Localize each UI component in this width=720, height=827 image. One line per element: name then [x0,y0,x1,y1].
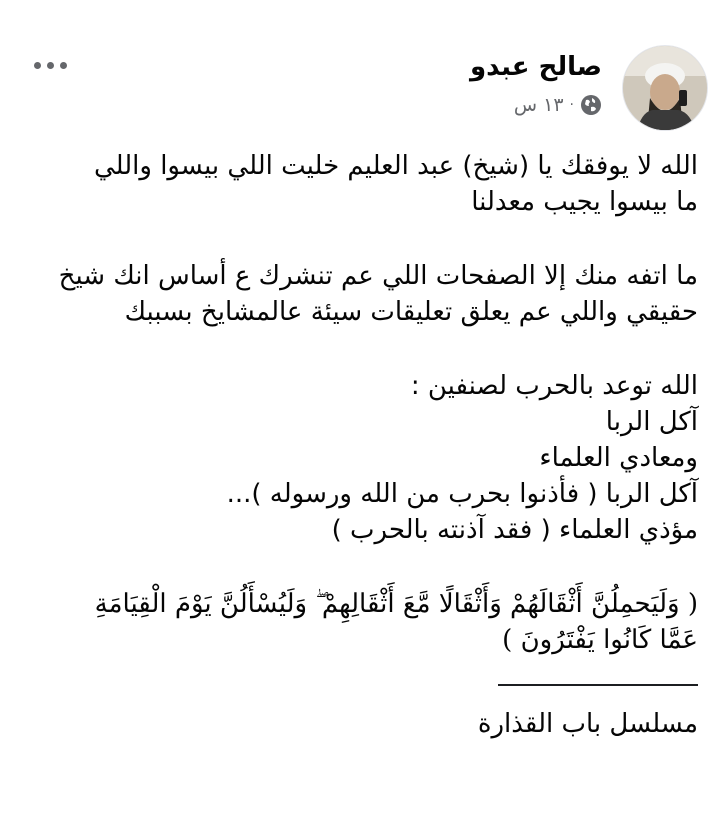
post-time[interactable]: ١٣ س [513,94,564,116]
paragraph-2 [28,258,698,330]
signature-text: مسلسل باب القذارة [477,709,698,739]
text-line: مؤذي العلماء ( فقد آذنته بالحرب ) [331,515,698,545]
text-line: ما بيسوا يجيب معدلنا [471,187,698,217]
text-line: آكل الربا [605,407,698,437]
text-line: عَمَّا كَانُوا يَفْتَرُونَ ) [502,625,698,655]
quran-verse [28,586,698,658]
paragraph-3 [28,368,698,548]
author-avatar[interactable] [622,45,708,131]
avatar-image [623,46,707,130]
post-body [28,148,698,780]
separator-line [498,684,698,686]
meta-separator: · [569,97,574,113]
text-line: حقيقي واللي عم يعلق تعليقات سيئة عالمشايخ بسببك [124,297,698,327]
paragraph-1 [28,148,698,220]
author-name[interactable]: صالح عبدو [470,52,602,82]
text-line: الله لا يوفقك يا (شيخ) عبد العليم خليت اللي بيسوا واللي [93,151,698,181]
text-line: ما اتفه منك إلا الصفحات اللي عم تنشرك ع أساس انك شيخ [58,261,698,291]
globe-icon[interactable] [580,94,602,116]
text-line: ( وَلَيَحمِلُنَّ أَثْقَالَهُمْ وَأَثْقَالًا مَّعَ أَثْقَالِهِمْ ۖ وَلَيُسْأَلُنَّ يَوْمَ الْقِيَامَةِ [94,589,698,619]
post-meta [514,94,602,116]
more-horizontal-icon[interactable] [34,58,74,72]
post-header [0,40,720,132]
signature [28,706,698,742]
text-line: آكل الربا ( فأذنوا بحرب من الله ورسوله )... [226,479,698,509]
text-line: الله توعد بالحرب لصنفين : [410,371,698,401]
text-line: ومعادي العلماء [539,443,698,473]
